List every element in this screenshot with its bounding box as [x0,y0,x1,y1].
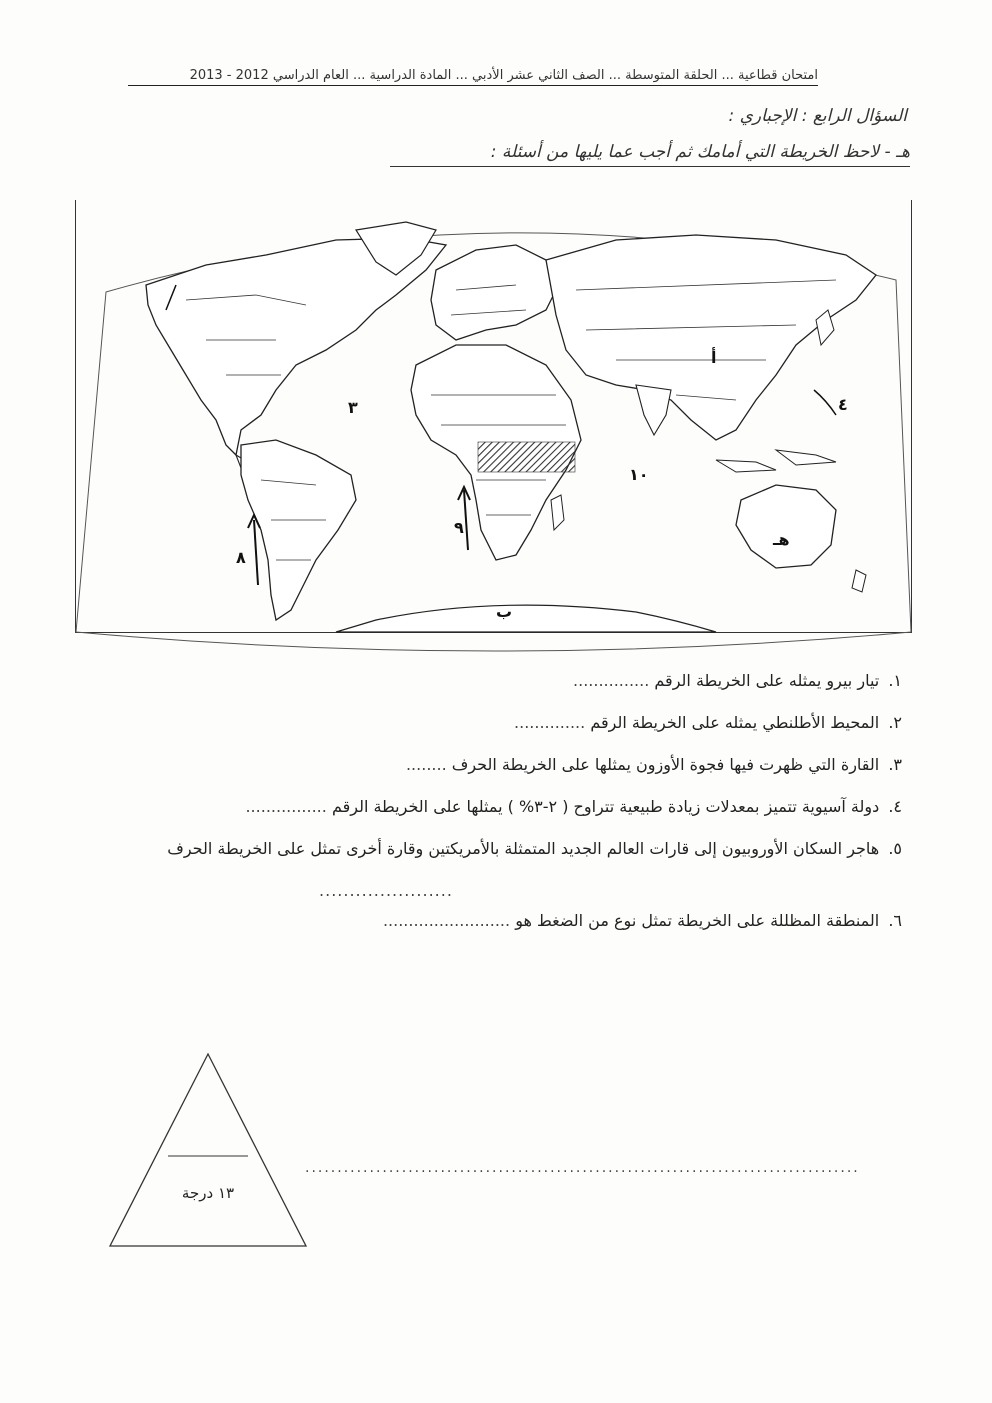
question-number: ٣. [888,755,902,774]
question-number: ٦. [888,911,902,930]
benguela-current-arrow [464,490,468,550]
question-text: المنطقة المظللة على الخريطة تمثل نوع من الضغط هو [515,911,880,930]
shaded-pressure-zone [478,442,575,472]
question-text: تيار بيرو يمثله على الخريطة الرقم [654,671,880,690]
question-text: دولة آسيوية تتميز بمعدلات زيادة طبيعية تتراوح ( ٢-٣% ) يمثلها على الخريطة الرقم [331,797,880,816]
answer-blank[interactable]: .............. [514,713,586,732]
question-item [132,906,902,948]
question-title: السؤال الرابع : الإجباري : [728,106,907,126]
question-item [132,750,902,792]
question-number: ٥. [888,839,902,858]
question-number: ٤. [888,797,902,816]
india-shape [636,385,671,435]
triangle-shape [108,1052,308,1252]
world-map [75,200,912,633]
world-map-drawing [76,200,911,632]
map-label-b: ب [496,602,513,621]
question-text: القارة التي ظهرت فيها فجوة الأوزون يمثلها على الخريطة الحرف [451,755,880,774]
question-number: ١. [888,671,902,690]
question-text: هاجر السكان الأوروبيون إلى قارات العالم الجديد المتمثلة بالأمريكتين وقارة أخرى تمثل على الخريطة الحرف [167,839,880,858]
map-label-4: ٤ [838,395,848,414]
question-item [132,666,902,708]
answer-blank[interactable]: ......................... [382,911,511,930]
answer-blank[interactable]: ................ [245,797,327,816]
europe-shape [431,245,556,340]
map-label-9: ٩ [454,518,464,537]
map-label-8: ٨ [236,548,246,567]
map-label-10: ١٠ [629,465,649,484]
answer-line[interactable]: ...................................................................................... [305,1160,860,1176]
answer-blank[interactable]: ........ [405,755,447,774]
questions-list [132,666,902,948]
question-item [132,792,902,834]
grade-triangle [108,1052,308,1252]
exam-header: امتحان قطاعية ... الحلقة المتوسطة ... الصف الثاني عشر الأدبي ... المادة الدراسية ... العام الدراسي 2012 - 2013 [128,68,818,86]
antarctica-shape [336,605,716,632]
question-item [132,834,902,876]
map-label-h: هـ [773,530,790,549]
australia-shape [736,485,836,568]
answer-blank[interactable]: ............... [573,671,650,690]
south-america-shape [241,440,356,620]
question-instruction: هـ - لاحظ الخريطة التي أمامك ثم أجب عما يليها من أسئلة : [390,142,910,167]
map-label-3: ٣ [348,398,358,417]
question-text: المحيط الأطلنطي يمثله على الخريطة الرقم [590,713,880,732]
peru-current-arrow [254,520,258,585]
map-label-a: أ [711,348,717,367]
question-item-continuation [132,876,902,906]
grade-label: ١٣ درجة [181,1184,235,1202]
question-item [132,708,902,750]
answer-blank[interactable]: ...................... [319,881,453,900]
question-number: ٢. [888,713,902,732]
